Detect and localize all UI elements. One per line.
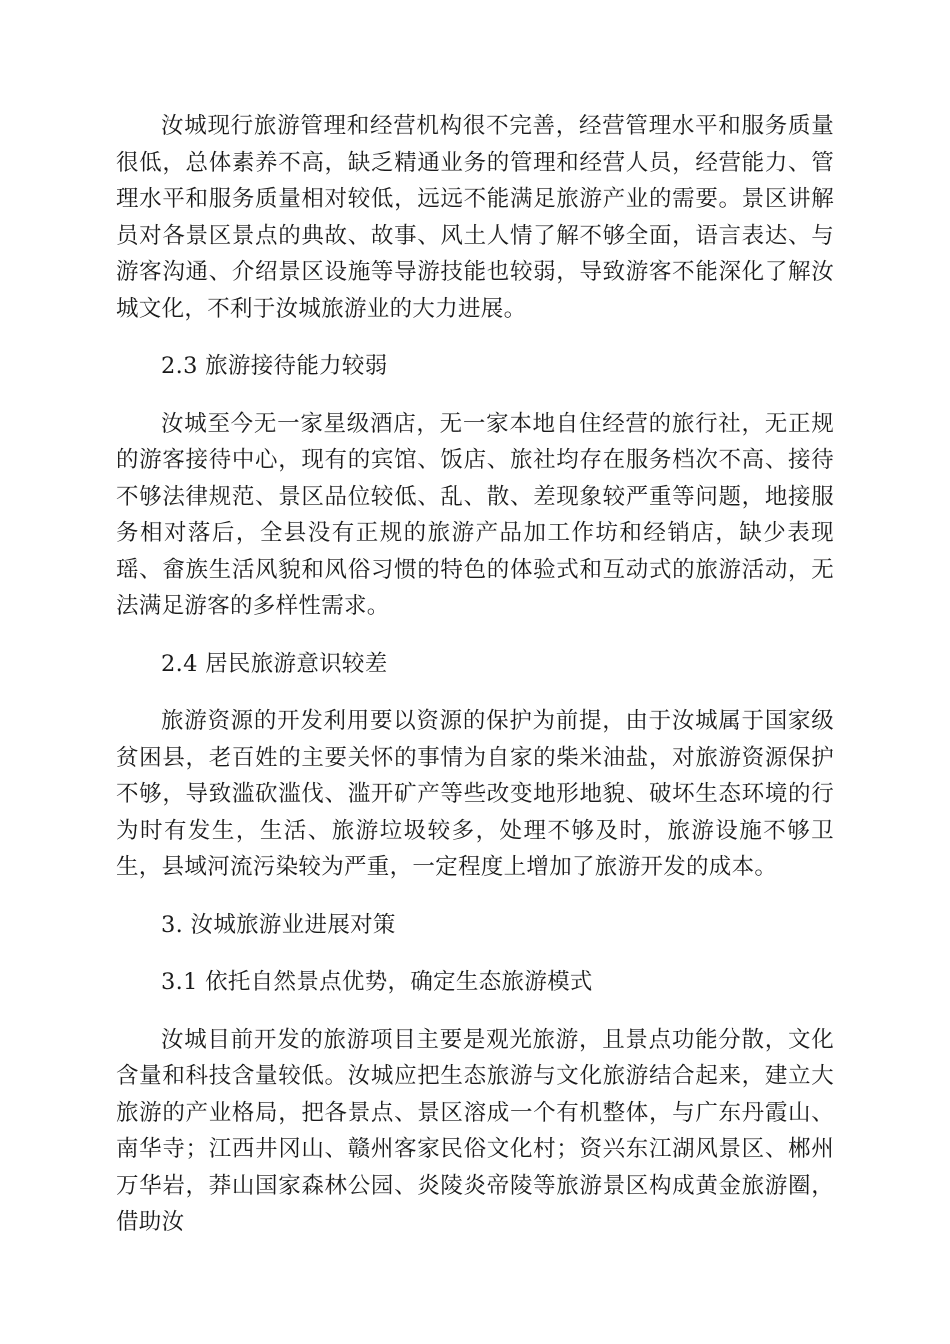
- paragraph-eco-tourism: 汝城目前开发的旅游项目主要是观光旅游，且景点功能分散，文化含量和科技含量较低。汝城应把生态旅游与文化旅游结合起来，建立大旅游的产业格局，把各景点、景区溶成一个有机整体，与广东丹霞山、南华寺；江西井冈山、赣州客家民俗文化村；资兴东江湖风景区、郴州万华岩，莽山国家森林公园、炎陵炎帝陵等旅游景区构成黄金旅游圈，借助汝: [116, 1026, 834, 1235]
- heading-3: 3. 汝城旅游业进展对策: [161, 911, 396, 938]
- document-page: [116, 108, 834, 1262]
- heading-2-4: 2.4 居民旅游意识较差: [161, 650, 388, 677]
- heading-2-3: 2.3 旅游接待能力较弱: [161, 353, 388, 379]
- paragraph-management-service: 汝城现行旅游管理和经营机构很不完善，经营管理水平和服务质量很低，总体素养不高，缺乏精通业务的管理和经营人员，经营能力、管理水平和服务质量相对较低，远远不能满足旅游产业的需要。景区讲解员对各景区景点的典故、故事、风土人情了解不够全面，语言表达、与游客沟通、介绍景区设施等导游技能也较弱，导致游客不能深化了解汝城文化，不利于汝城旅游业的大力进展。: [116, 113, 834, 322]
- heading-3-1: 3.1 依托自然景点优势，确定生态旅游模式: [161, 969, 593, 995]
- paragraph-reception-capacity: 汝城至今无一家星级酒店，无一家本地自住经营的旅行社，无正规的游客接待中心，现有的宾馆、饭店、旅社均存在服务档次不高、接待不够法律规范、景区品位较低、乱、散、差现象较严重等问题，地接服务相对落后，全县没有正规的旅游产品加工作坊和经销店，缺少表现瑶、畲族生活风貌和风俗习惯的特色的体验式和互动式的旅游活动，无法满足游客的多样性需求。: [116, 410, 834, 619]
- paragraph-resident-awareness: 旅游资源的开发利用要以资源的保护为前提，由于汝城属于国家级贫困县，老百姓的主要关怀的事情为自家的柴米油盐，对旅游资源保护不够，导致滥砍滥伐、滥开矿产等些改变地形地貌、破坏生态环境的行为时有发生，生活、旅游垃圾较多，处理不够及时，旅游设施不够卫生，县域河流污染较为严重，一定程度上增加了旅游开发的成本。: [116, 708, 834, 880]
